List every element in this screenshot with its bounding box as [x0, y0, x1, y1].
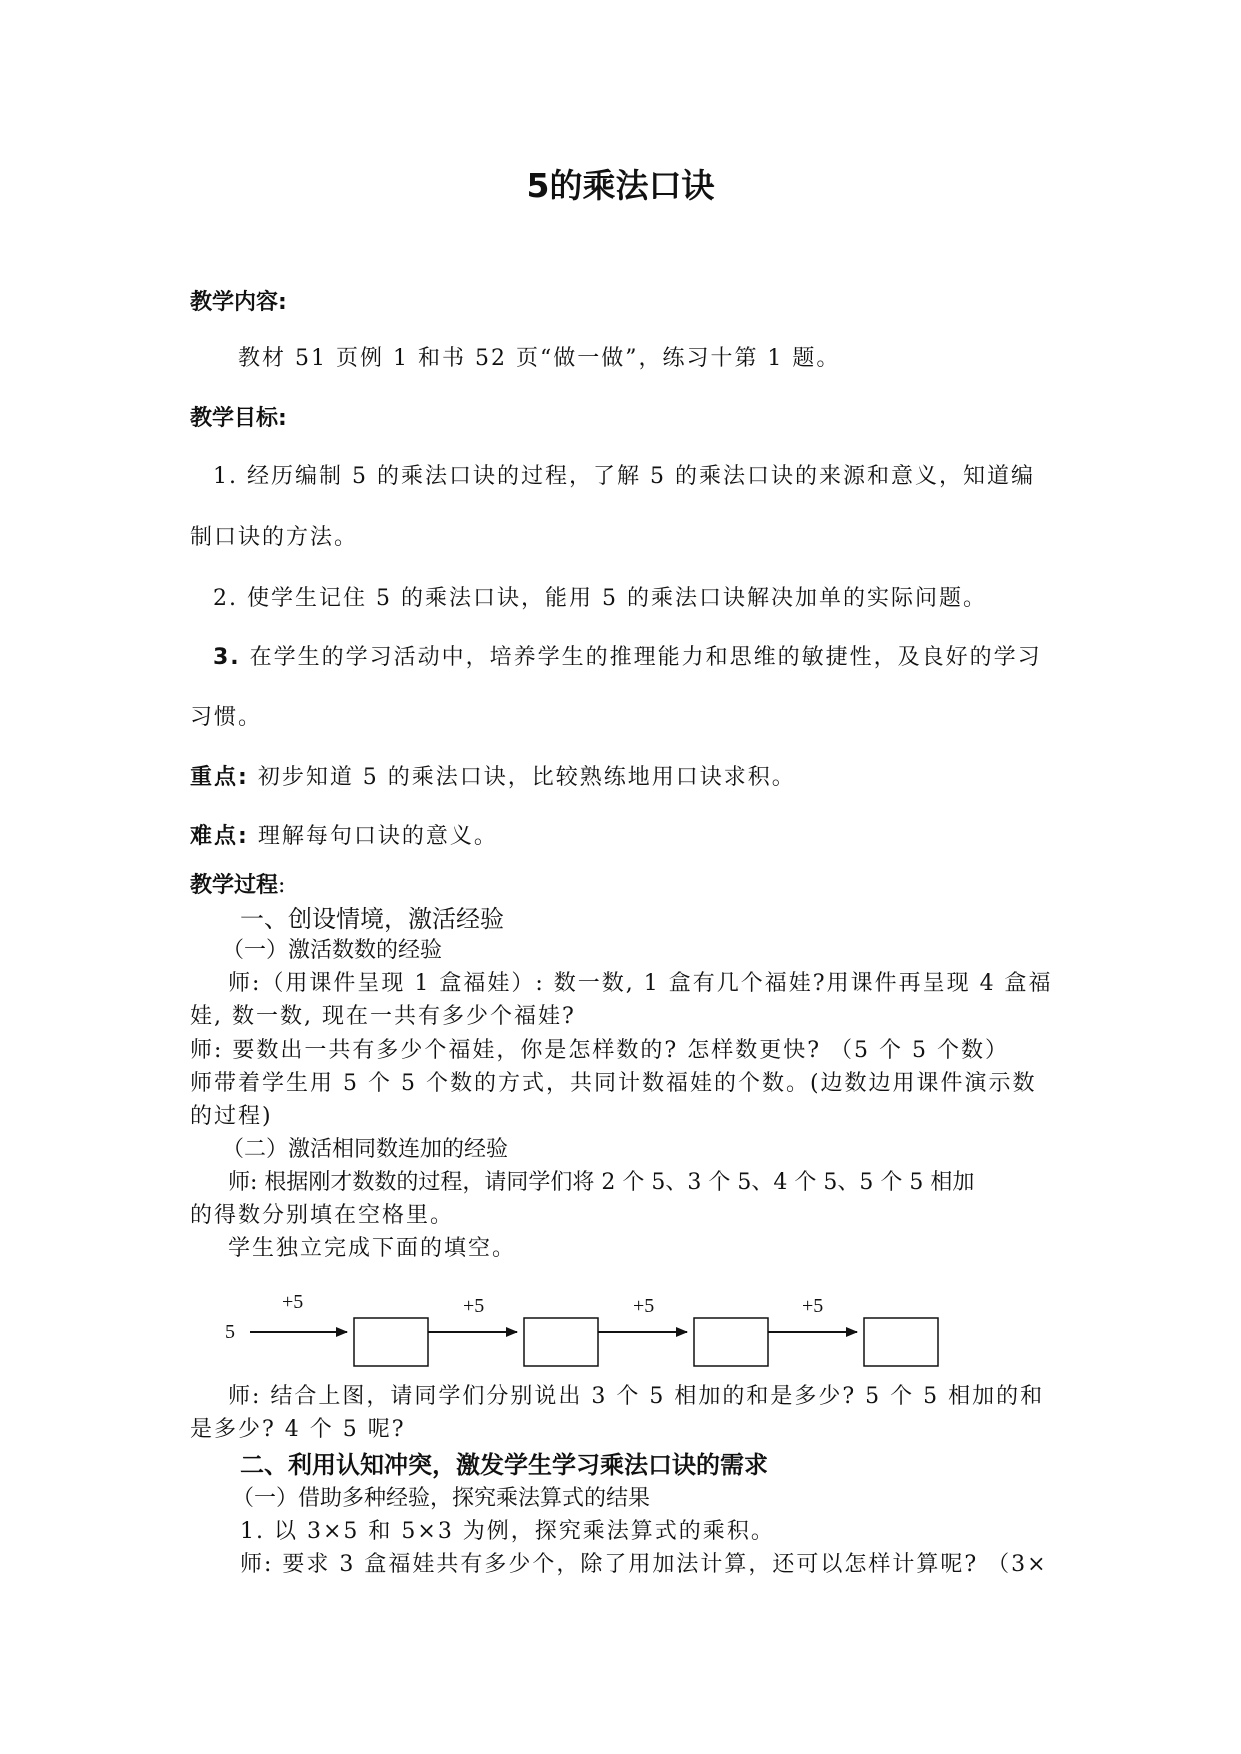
- goal2: 2. 使学生记住 5 的乘法口诀，能用 5 的乘法口诀解决加单的实际问题。: [213, 586, 987, 611]
- goals-heading: 教学目标:: [190, 406, 287, 431]
- goal3-number: 3.: [213, 645, 241, 670]
- process-heading-colon: :: [278, 873, 286, 898]
- difficult-point: [190, 822, 498, 852]
- subsection-2-heading: （二）激活相同数连加的经验: [222, 1137, 509, 1162]
- subsection-1-heading: （一）激活数数的经验: [222, 938, 443, 963]
- answer-box-3[interactable]: [694, 1318, 768, 1366]
- content-heading: 教学内容:: [190, 290, 287, 315]
- paragraph-7: 1. 以 3×5 和 5×3 为例，探究乘法算式的乘积。: [240, 1519, 775, 1544]
- paragraph-8: 师: 要求 3 盒福娃共有多少个，除了用加法计算，还可以怎样计算呢? （3×: [240, 1552, 1048, 1577]
- goal3-text: 在学生的学习活动中，培养学生的推理能力和思维的敏捷性，及良好的学习: [249, 645, 1042, 670]
- section-1-heading: 一、创设情境，激活经验: [240, 905, 504, 933]
- paragraph-3-line2: 的过程): [190, 1104, 273, 1129]
- diagram-start-number: 5: [225, 1321, 235, 1343]
- arrow-2-label: +5: [463, 1295, 485, 1317]
- difficult-point-text: 理解每句口诀的意义。: [257, 824, 498, 849]
- content-text: 教材 51 页例 1 和书 52 页“做一做”，练习十第 1 题。: [238, 346, 841, 371]
- process-heading: [190, 871, 285, 901]
- answer-box-1[interactable]: [354, 1318, 428, 1366]
- difficult-point-label: 难点:: [190, 824, 249, 849]
- section-2-heading: 二、利用认知冲突，激发学生学习乘法口诀的需求: [240, 1451, 768, 1479]
- key-point: [190, 763, 796, 793]
- paragraph-4-line1: 师: 根据刚才数数的过程，请同学们将 2 个 5、3 个 5、4 个 5、5 个 5 相加: [228, 1170, 975, 1195]
- key-point-label: 重点:: [190, 765, 249, 790]
- goal3-line2: 习惯。: [190, 705, 263, 730]
- answer-box-4[interactable]: [864, 1318, 938, 1366]
- key-point-text: 初步知道 5 的乘法口诀，比较熟练地用口诀求积。: [257, 765, 796, 790]
- paragraph-6-line2: 是多少? 4 个 5 呢?: [190, 1417, 406, 1442]
- paragraph-1-line1: 师:（用课件呈现 1 盒福娃）: 数一数, 1 盒有几个福娃?用课件再呈现 4 盒福: [228, 971, 1053, 996]
- document-title: 5的乘法口诀: [526, 166, 715, 205]
- process-heading-text: 教学过程: [190, 873, 279, 898]
- paragraph-1-line2: 娃, 数一数, 现在一共有多少个福娃?: [190, 1004, 576, 1029]
- paragraph-4-line2: 的得数分别填在空格里。: [190, 1203, 455, 1228]
- arrow-3-label: +5: [633, 1295, 655, 1317]
- goal1-line2: 制口诀的方法。: [190, 525, 359, 550]
- paragraph-2: 师: 要数出一共有多少个福娃，你是怎样数的? 怎样数更快? （5 个 5 个数）: [190, 1038, 1009, 1063]
- paragraph-3-line1: 师带着学生用 5 个 5 个数的方式，共同计数福娃的个数。(边数边用课件演示数: [190, 1071, 1037, 1096]
- paragraph-5: 学生独立完成下面的填空。: [228, 1236, 517, 1261]
- goal1-line1: 1. 经历编制 5 的乘法口诀的过程，了解 5 的乘法口诀的来源和意义，知道编: [213, 464, 1035, 489]
- paragraph-6-line1: 师: 结合上图，请同学们分别说出 3 个 5 相加的和是多少? 5 个 5 相加的和: [228, 1384, 1045, 1409]
- subsection-3-heading: （一）借助多种经验，探究乘法算式的结果: [232, 1486, 651, 1511]
- answer-box-2[interactable]: [524, 1318, 598, 1366]
- goal3-line1: [213, 643, 1042, 673]
- addition-chain-diagram: [220, 1288, 960, 1378]
- arrow-1-label: +5: [282, 1291, 304, 1313]
- arrow-4-label: +5: [802, 1295, 824, 1317]
